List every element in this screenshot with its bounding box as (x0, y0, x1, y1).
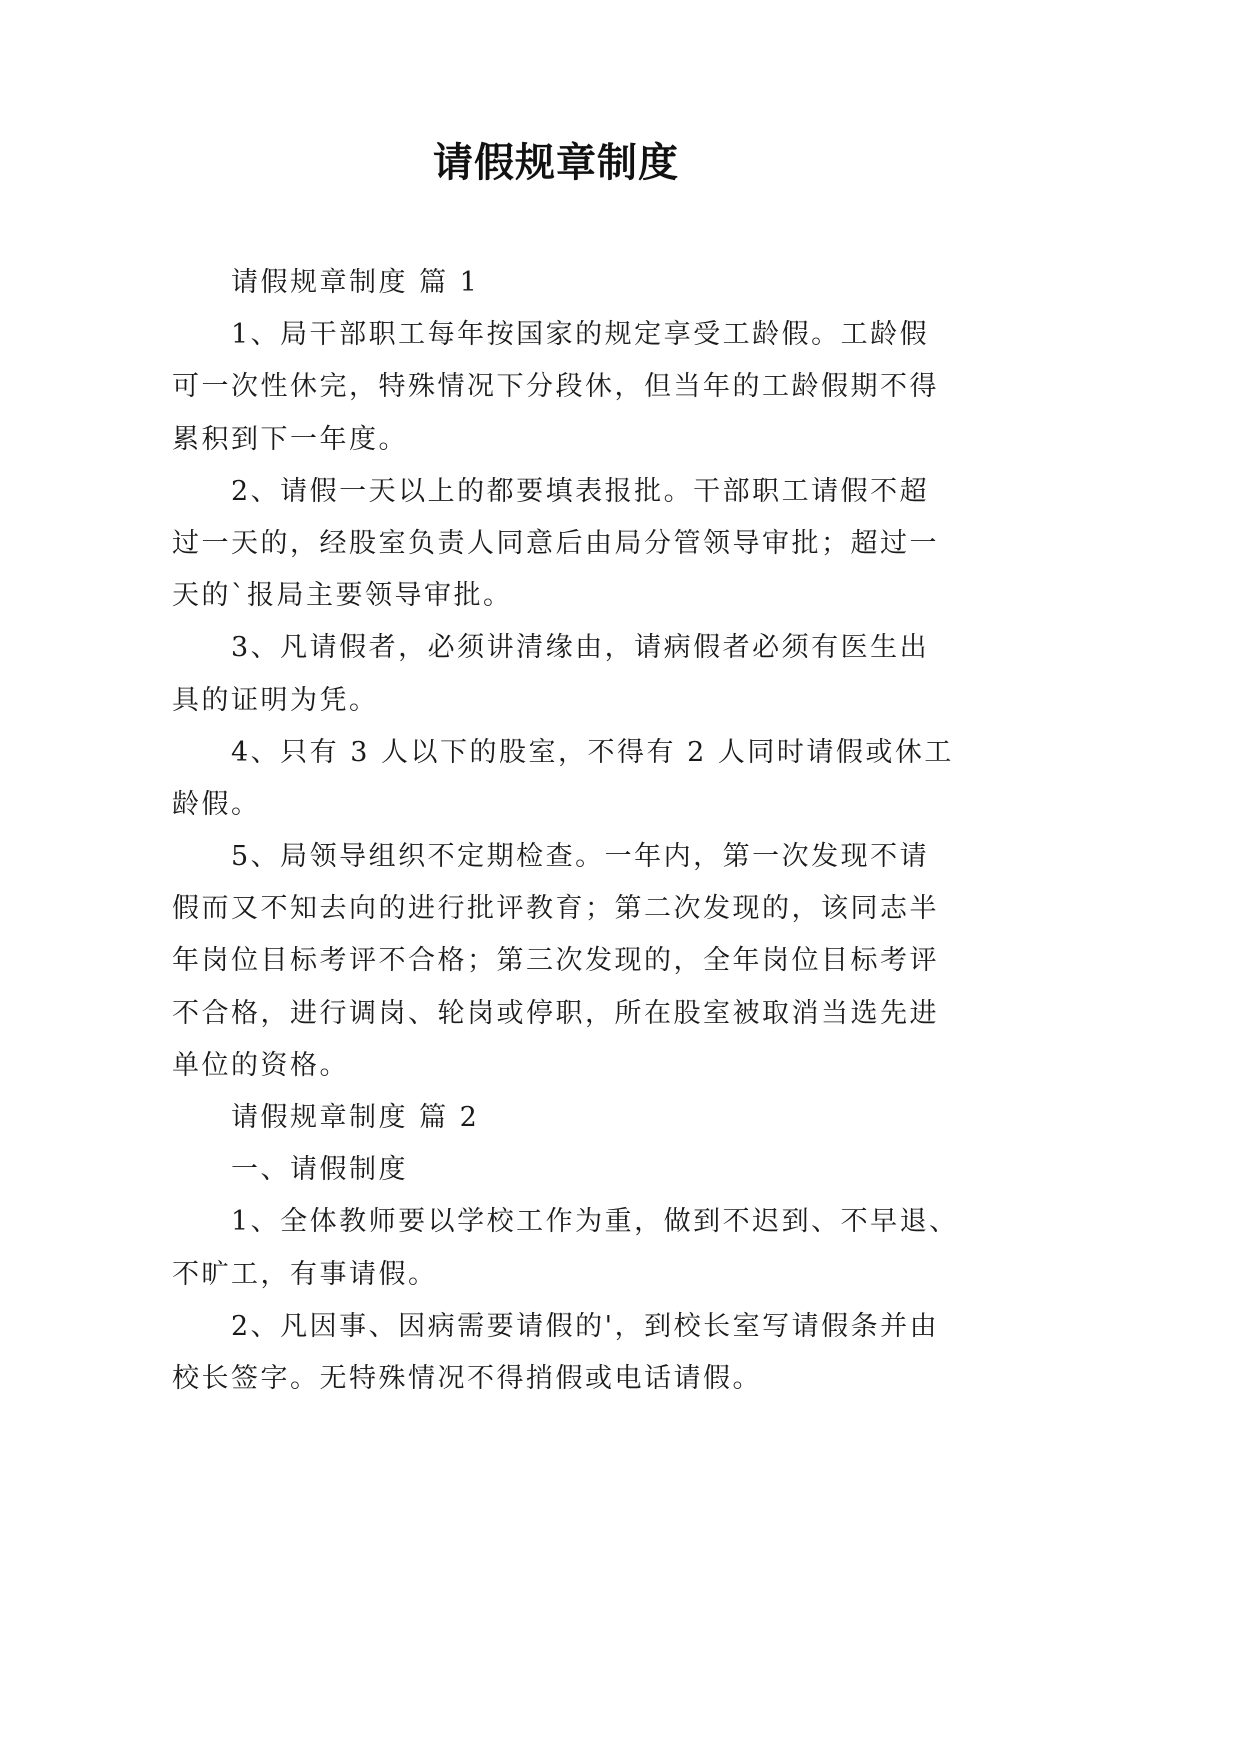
paragraph-line: 4、只有 3 人以下的股室，不得有 2 人同时请假或休工 (231, 736, 954, 768)
paragraph-line: 校长签字。无特殊情况不得捎假或电话请假。 (172, 1362, 762, 1394)
paragraph-line: 3、凡请假者，必须讲清缘由，请病假者必须有医生出 (231, 632, 930, 664)
section-heading-text: 请假规章制度 篇 1 (231, 267, 480, 298)
paragraph-line: 不旷工，有事请假。 (172, 1258, 438, 1290)
section-heading (172, 257, 992, 309)
paragraph (172, 1301, 992, 1405)
paragraph-line: 龄假。 (172, 788, 261, 820)
document-title: 请假规章制度 (433, 139, 679, 186)
paragraph-line: 具的证明为凭。 (172, 684, 379, 716)
paragraph-line: 1、局干部职工每年按国家的规定享受工龄假。工龄假 (231, 319, 930, 351)
paragraph (172, 727, 992, 831)
paragraph-line: 可一次性休完，特殊情况下分段休，但当年的工龄假期不得 (172, 371, 939, 403)
paragraph-line: 5、局领导组织不定期检查。一年内，第一次发现不请 (231, 841, 930, 873)
paragraph (172, 831, 992, 1092)
subsection-heading (172, 1144, 992, 1196)
paragraph (172, 309, 992, 466)
document-body (172, 257, 992, 1405)
paragraph (172, 1196, 992, 1300)
paragraph-line: 年岗位目标考评不合格；第三次发现的，全年岗位目标考评 (172, 945, 939, 977)
paragraph-line: 天的`报局主要领导审批。 (172, 580, 513, 612)
paragraph-line: 累积到下一年度。 (172, 423, 408, 455)
paragraph-line: 假而又不知去向的进行批评教育；第二次发现的，该同志半 (172, 893, 939, 925)
paragraph-line: 单位的资格。 (172, 1049, 349, 1081)
paragraph-line: 过一天的，经股室负责人同意后由局分管领导审批；超过一 (172, 527, 939, 559)
subsection-heading-text: 一、请假制度 (231, 1154, 408, 1186)
section-heading (172, 1092, 992, 1144)
paragraph (172, 622, 992, 726)
paragraph-line: 不合格，进行调岗、轮岗或停职，所在股室被取消当选先进 (172, 997, 939, 1029)
paragraph-line: 2、凡因事、因病需要请假的'，到校长室写请假条并由 (231, 1310, 940, 1342)
paragraph-line: 1、全体教师要以学校工作为重，做到不迟到、不早退、 (231, 1206, 959, 1238)
section-heading-text: 请假规章制度 篇 2 (231, 1102, 480, 1133)
paragraph-line: 2、请假一天以上的都要填表报批。干部职工请假不超 (231, 475, 930, 507)
paragraph (172, 466, 992, 623)
